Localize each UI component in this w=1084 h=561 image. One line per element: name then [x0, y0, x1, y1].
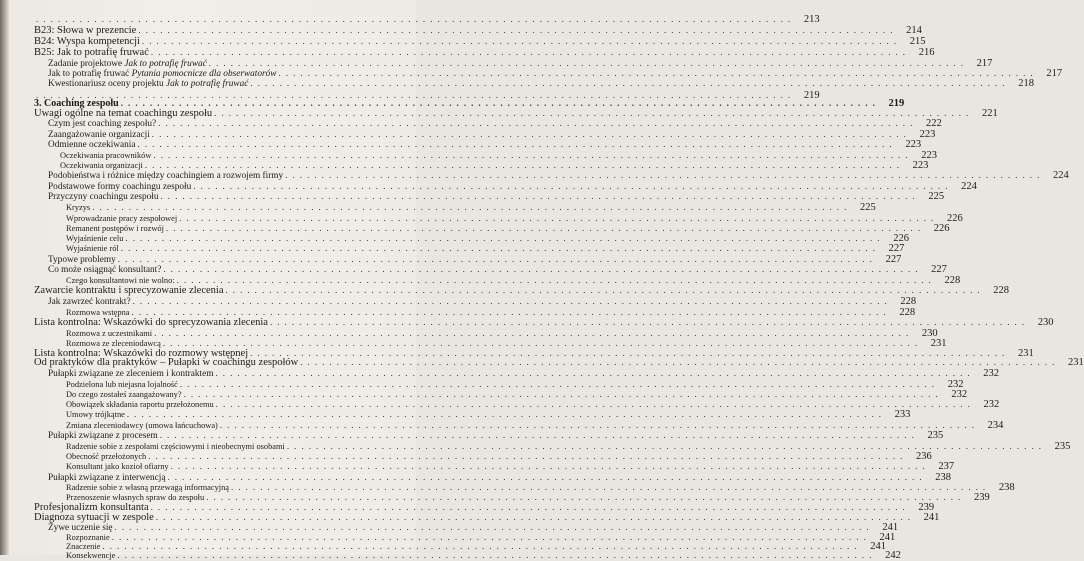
toc-page-number: 241	[870, 541, 886, 552]
toc-page-number: 216	[918, 47, 935, 58]
leader-dots	[133, 296, 889, 307]
toc-page-number: 238	[998, 482, 1015, 493]
leader-dots	[151, 47, 907, 58]
toc-page-number: 219	[803, 90, 820, 101]
toc-entry-title: Zmiana zleceniodawcy (umowa łańcuchowa)	[66, 421, 218, 430]
leader-dots	[250, 78, 1006, 89]
leader-dots	[300, 357, 1056, 368]
toc-page-number: 231	[930, 338, 947, 349]
toc-entry-title: Podzielona lub niejasna lojalność	[66, 380, 178, 389]
toc-page-number: 235	[927, 430, 944, 441]
leader-dots	[215, 368, 971, 379]
toc-entry-title: Radzenie sobie z własną przewagą informacyjną	[66, 483, 230, 492]
toc-page-number: 230	[1037, 317, 1054, 328]
toc-entry	[34, 14, 820, 25]
toc-entry-title: Znaczenie	[66, 542, 101, 551]
toc-entry-title: Wprowadzanie pracy zespołowej	[66, 214, 178, 223]
toc-entry	[34, 357, 1084, 368]
toc-entry-title: Przenoszenie własnych spraw do zespołu	[66, 493, 205, 502]
leader-dots	[270, 317, 1026, 328]
leader-dots	[285, 170, 1041, 181]
toc-entry-title: B24: Wyspa kompetencji	[34, 36, 140, 47]
toc-entry-title: Pułapki związane z procesem	[48, 431, 158, 441]
toc-entry-title: Wyjaśnienie celu	[66, 234, 124, 243]
toc-entry-title: Rozpoznanie	[66, 533, 110, 542]
toc-page-number: 226	[893, 233, 909, 244]
toc-page-number: 233	[894, 409, 911, 420]
toc-page-number: 215	[909, 36, 926, 47]
toc-page-number: 223	[919, 129, 936, 140]
leader-dots	[138, 139, 894, 150]
toc-entry-title: Zadanie projektowe Jak to potrafię fruwać	[48, 59, 207, 69]
toc-entry-title: Obecność przełożonych	[66, 452, 147, 461]
toc-entry-title: Rozmowa z uczestnikami	[66, 329, 153, 338]
toc-entry-title: Typowe problemy	[48, 255, 116, 265]
toc-page-number: 224	[1053, 170, 1069, 181]
toc-entry-title: Czego konsultantowi nie wolno:	[66, 276, 175, 285]
toc-entry	[34, 36, 926, 47]
toc-entry-title: Konsultant jako kozioł ofiarny	[66, 462, 169, 471]
leader-dots	[127, 409, 883, 420]
toc-entry-title: B23: Słowa w prezencie	[34, 25, 137, 36]
toc-entry-title: Do czego zostałeś zaangażowany?	[66, 390, 182, 399]
toc-page-number: 214	[906, 25, 922, 36]
toc-entry-title: Pułapki związane z interwencją	[48, 473, 166, 483]
toc-page-number: 231	[1017, 348, 1034, 359]
toc-page-number: 241	[923, 512, 940, 523]
toc-page-number: 218	[1018, 78, 1034, 89]
toc-page-number: 228	[900, 296, 917, 307]
toc-entry-title: Rozmowa ze zleceniodawcą	[66, 339, 161, 348]
toc-entry-title: Radzenie sobie z zespołami częściowymi i nieobecnymi osobami	[66, 442, 285, 451]
toc-page-number: 217	[976, 58, 993, 69]
toc-entry-title: Odmienne oczekiwania	[48, 140, 136, 150]
toc-entry-title: Zaangażowanie organizacji	[48, 130, 150, 140]
toc-entry-title: Podstawowe formy coachingu zespołu	[48, 182, 192, 192]
toc-entry-title: Lista kontrolna: Wskazówki do sprecyzowania zlecenia	[34, 317, 268, 328]
toc-page-number: 237	[938, 461, 955, 472]
toc-entry	[34, 317, 1054, 328]
toc-entry-title: Remanent postępów i rozwój	[66, 224, 164, 233]
toc-entry-title: Żywe uczenie się	[48, 523, 113, 533]
toc-page-number: 228	[944, 275, 961, 286]
toc-page-number: 236	[916, 451, 932, 462]
toc-page-number: 227	[885, 254, 902, 265]
toc-page-number: 235	[1054, 441, 1071, 452]
toc-entry-title: Uwagi ogólne na temat coachingu zespołu	[34, 108, 213, 119]
toc-entry-title: Kryzys	[66, 203, 91, 212]
toc-entry	[66, 409, 911, 420]
toc-entry	[48, 78, 1034, 90]
toc-page-number: 232	[983, 368, 1000, 379]
toc-entry-title: Lista kontrolna: Wskazówki do rozmowy wstępnej	[34, 348, 249, 359]
toc-page-number: 224	[961, 181, 977, 192]
toc-entry	[34, 25, 922, 36]
leader-dots	[36, 14, 792, 25]
toc-page-number: 217	[1046, 68, 1063, 79]
toc-page-number: 232	[951, 389, 968, 400]
toc-page-number: 226	[933, 223, 950, 234]
toc-page-number: 223	[921, 150, 937, 161]
toc-page-number: 228	[993, 285, 1010, 296]
leader-dots	[142, 36, 898, 47]
toc-page-number: 219	[888, 98, 905, 109]
toc-entry-title: Oczekiwania organizacji	[60, 161, 143, 170]
toc-page-number: 231	[1068, 357, 1084, 368]
toc-entry-title: Czym jest coaching zespołu?	[48, 119, 157, 129]
toc-page-number: 234	[987, 420, 1004, 431]
toc-entry-title: Co może osiągnąć konsultant?	[48, 265, 162, 275]
toc-entry-title: Jak zawrzeć kontrakt?	[48, 297, 131, 307]
leader-dots	[161, 191, 917, 202]
toc-page-number: 226	[946, 213, 963, 224]
leader-dots	[171, 461, 927, 472]
toc-entry-title: Obowiązek składania raportu przełożonemu	[66, 400, 214, 409]
leader-dots	[160, 430, 916, 441]
toc-entry-title: Wyjaśnienie ról	[66, 244, 119, 253]
toc-page-number: 225	[928, 191, 945, 202]
toc-entry	[34, 47, 935, 58]
toc-page-number: 239	[918, 502, 935, 513]
toc-entry-title: Konsekwencje	[66, 551, 116, 560]
toc-entry-title: Profesjonalizm konsultanta	[34, 502, 149, 513]
toc-page-number: 221	[981, 108, 998, 119]
toc-entry-title: Oczekiwania pracowników	[60, 151, 152, 160]
leader-dots	[138, 25, 894, 36]
toc-entry-title: Od praktyków dla praktyków – Pułapki w coachingu zespołów	[34, 357, 299, 368]
toc-page-number: 239	[973, 492, 990, 503]
toc-entry-title: Pułapki związane ze zleceniem i kontraktem	[48, 369, 214, 379]
toc-entry	[66, 461, 955, 472]
toc-page-number: 230	[921, 328, 938, 339]
toc-entry-title: Kwestionariusz oceny projektu Jak to potrafię fruwać	[48, 79, 249, 89]
toc-entry-title: B25: Jak to potrafię fruwać	[34, 47, 149, 58]
toc-page-number: 213	[803, 14, 820, 25]
toc-page-number: 223	[905, 139, 922, 150]
leader-dots	[117, 550, 873, 561]
leader-dots	[163, 264, 919, 275]
leader-dots	[158, 118, 914, 129]
toc-entry	[66, 243, 905, 254]
toc-page-number: 232	[947, 379, 964, 390]
toc-entry	[66, 550, 901, 561]
toc-entry-title: Diagnoza sytuacji w zespole	[34, 512, 154, 523]
toc-entry-title: Rozmowa wstępna	[66, 308, 130, 317]
toc-entry-title: Zawarcie kontraktu i sprecyzowanie zlecenia	[34, 285, 224, 296]
toc-page-number: 223	[912, 160, 929, 171]
toc-entry-title: Umowy trójkątne	[66, 410, 125, 419]
toc-entry-title: Podobieństwa i różnice między coachingiem a rozwojem firmy	[48, 171, 284, 181]
toc-page-number: 222	[925, 118, 942, 129]
leader-dots	[121, 243, 877, 254]
toc-entry	[66, 202, 876, 213]
toc-page-number: 227	[931, 264, 947, 275]
toc-entry-title: Przyczyny coachingu zespołu	[48, 192, 159, 202]
leader-dots	[225, 285, 981, 296]
toc-entry-italic: Jak to potrafię fruwać	[124, 59, 207, 69]
toc-page-number: 225	[860, 202, 876, 213]
leader-dots	[92, 202, 848, 213]
toc-page-number: 241	[882, 522, 899, 533]
toc-page-number: 227	[888, 243, 905, 254]
toc-entry	[34, 285, 1010, 296]
toc-entry-italic: Pytania pomocnicze dla obserwatorów	[131, 69, 277, 79]
toc-page-number: 238	[935, 472, 952, 483]
toc-page-number: 228	[899, 307, 916, 318]
toc-page-number: 241	[879, 532, 896, 543]
toc-entry-title: 3. Coaching zespołu	[34, 98, 119, 109]
toc-page-number: 242	[885, 550, 901, 561]
toc-entry-italic: Jak to potrafię fruwać	[166, 79, 249, 89]
toc-entry-title: Jak to potrafię fruwać Pytania pomocnicze dla obserwatorów	[48, 69, 277, 79]
toc-page-number: 232	[983, 399, 1000, 410]
